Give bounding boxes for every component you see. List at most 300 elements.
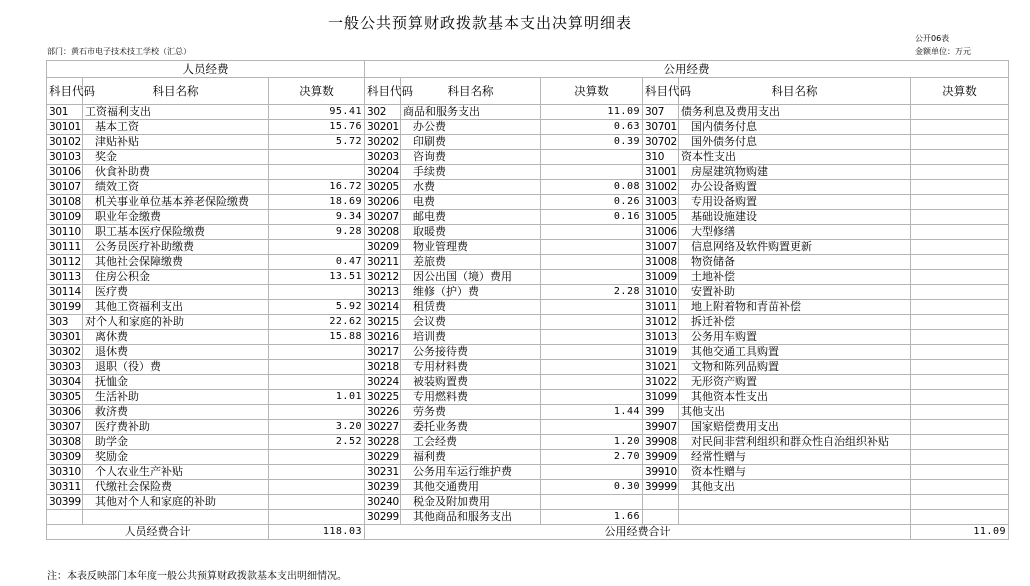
amount-value-3 [911,150,1009,165]
subject-name-3: 国家赔偿费用支出 [679,420,911,435]
amount-value-2 [541,465,643,480]
subject-code-1: 30199 [47,300,83,315]
table-row [47,300,1009,315]
table-row [47,375,1009,390]
expenditure-table [46,60,1009,540]
table-row [47,135,1009,150]
amount-value-2: 1.44 [541,405,643,420]
amount-value-1 [269,150,365,165]
subject-code-2: 30216 [365,330,401,345]
subject-name-3: 资本性支出 [679,150,911,165]
subject-code-2: 30205 [365,180,401,195]
amount-value-1 [269,480,365,495]
table-row [47,150,1009,165]
subject-name-2: 委托业务费 [401,420,541,435]
subject-code-1: 30107 [47,180,83,195]
subject-name-1: 奖励金 [83,450,269,465]
subject-name-2: 福利费 [401,450,541,465]
subject-code-2: 30239 [365,480,401,495]
amount-value-2: 0.63 [541,120,643,135]
subject-code-3: 31019 [643,345,679,360]
subject-name-2: 公务接待费 [401,345,541,360]
subject-code-3: 39910 [643,465,679,480]
subject-code-3: 31005 [643,210,679,225]
subject-name-1: 个人农业生产补贴 [83,465,269,480]
subject-code-3: 310 [643,150,679,165]
subject-name-2: 商品和服务支出 [401,105,541,120]
subject-name-3: 资本性赠与 [679,465,911,480]
subject-name-1: 公务员医疗补助缴费 [83,240,269,255]
personnel-total-value: 118.03 [269,525,365,540]
subject-name-1: 离休费 [83,330,269,345]
subject-name-1: 基本工资 [83,120,269,135]
subject-name-2: 手续费 [401,165,541,180]
header-amount-2: 决算数 [541,78,643,105]
subject-code-3: 39909 [643,450,679,465]
subject-code-1: 30305 [47,390,83,405]
subject-name-2: 咨询费 [401,150,541,165]
subject-code-1: 30103 [47,150,83,165]
table-row [47,465,1009,480]
subject-code-1: 30310 [47,465,83,480]
subject-code-3: 39908 [643,435,679,450]
subject-name-3: 国内债务付息 [679,120,911,135]
subject-code-2: 30225 [365,390,401,405]
public-total-label: 公用经费合计 [365,525,911,540]
subject-code-2: 30228 [365,435,401,450]
subject-name-1: 对个人和家庭的补助 [83,315,269,330]
amount-value-3 [911,180,1009,195]
subject-code-2: 30224 [365,375,401,390]
header-code-3: 科目代码 [643,78,679,105]
amount-value-2 [541,300,643,315]
subject-name-3: 办公设备购置 [679,180,911,195]
amount-value-2 [541,375,643,390]
subject-name-2: 差旅费 [401,255,541,270]
header-amount-1: 决算数 [269,78,365,105]
personnel-total-label: 人员经费合计 [47,525,269,540]
subject-code-2: 30240 [365,495,401,510]
subject-code-3: 31022 [643,375,679,390]
subject-name-3: 基础设施建设 [679,210,911,225]
section-band-row [47,61,1009,78]
subject-code-3 [643,495,679,510]
subject-code-3: 399 [643,405,679,420]
subject-name-3: 其他支出 [679,405,911,420]
public-band: 公用经费 [365,61,1009,78]
subject-name-1: 工资福利支出 [83,105,269,120]
amount-value-1 [269,405,365,420]
amount-value-3 [911,300,1009,315]
subject-name-1: 代缴社会保险费 [83,480,269,495]
subject-name-3: 专用设备购置 [679,195,911,210]
subject-name-2: 会议费 [401,315,541,330]
amount-value-1 [269,360,365,375]
subject-name-2: 印刷费 [401,135,541,150]
table-row [47,180,1009,195]
subject-name-2: 专用材料费 [401,360,541,375]
subject-code-2: 30208 [365,225,401,240]
amount-value-2: 2.70 [541,450,643,465]
subject-name-1: 津贴补贴 [83,135,269,150]
subject-name-3: 拆迁补偿 [679,315,911,330]
amount-value-1: 5.72 [269,135,365,150]
subject-code-2: 30218 [365,360,401,375]
subject-name-2: 取暖费 [401,225,541,240]
table-row [47,105,1009,120]
subject-code-1: 30303 [47,360,83,375]
subject-code-3: 30702 [643,135,679,150]
subject-name-2: 维修（护）费 [401,285,541,300]
subject-code-3: 31021 [643,360,679,375]
subject-name-2: 专用燃料费 [401,390,541,405]
amount-value-3 [911,240,1009,255]
subject-code-1: 30302 [47,345,83,360]
subject-name-2: 邮电费 [401,210,541,225]
amount-value-2 [541,360,643,375]
subject-code-3 [643,510,679,525]
subject-code-2: 30231 [365,465,401,480]
subject-name-3: 安置补助 [679,285,911,300]
subject-name-1: 助学金 [83,435,269,450]
subject-code-1: 30112 [47,255,83,270]
amount-value-2: 11.09 [541,105,643,120]
amount-value-1: 95.41 [269,105,365,120]
amount-value-1: 5.92 [269,300,365,315]
amount-value-3 [911,345,1009,360]
table-row [47,225,1009,240]
amount-value-3 [911,105,1009,120]
amount-value-2 [541,225,643,240]
subject-code-2: 30201 [365,120,401,135]
table-row [47,315,1009,330]
subject-name-3 [679,510,911,525]
amount-value-1 [269,285,365,300]
amount-value-1: 13.51 [269,270,365,285]
table-row [47,195,1009,210]
subject-code-3: 31006 [643,225,679,240]
subject-code-1: 30101 [47,120,83,135]
amount-value-3 [911,195,1009,210]
subject-code-1: 30301 [47,330,83,345]
amount-value-2: 1.66 [541,510,643,525]
subject-code-2: 30214 [365,300,401,315]
table-row [47,510,1009,525]
amount-value-2 [541,240,643,255]
amount-value-1: 0.47 [269,255,365,270]
table-row [47,165,1009,180]
table-row [47,270,1009,285]
subject-code-2: 30209 [365,240,401,255]
amount-value-3 [911,375,1009,390]
amount-value-1 [269,510,365,525]
subject-name-3: 经常性赠与 [679,450,911,465]
subject-name-3: 无形资产购置 [679,375,911,390]
amount-value-3 [911,450,1009,465]
subject-code-2: 30203 [365,150,401,165]
subject-name-2: 培训费 [401,330,541,345]
subject-code-1: 30106 [47,165,83,180]
subject-code-3: 31009 [643,270,679,285]
subject-code-3: 31012 [643,315,679,330]
subject-name-1: 住房公积金 [83,270,269,285]
subject-code-2: 30206 [365,195,401,210]
table-code: 公开06表 [915,34,950,43]
subject-name-3: 债务利息及费用支出 [679,105,911,120]
table-row [47,210,1009,225]
subject-name-1: 医疗费 [83,285,269,300]
subject-code-2: 30215 [365,315,401,330]
subject-code-1: 30109 [47,210,83,225]
amount-value-2: 1.20 [541,435,643,450]
subject-code-3: 31008 [643,255,679,270]
header-code-2: 科目代码 [365,78,401,105]
subject-name-3: 物资储备 [679,255,911,270]
table-row [47,120,1009,135]
subject-name-2: 税金及附加费用 [401,495,541,510]
subject-code-1: 30306 [47,405,83,420]
amount-value-3 [911,495,1009,510]
subject-code-2: 30227 [365,420,401,435]
subject-code-1: 30111 [47,240,83,255]
subject-name-3 [679,495,911,510]
amount-value-2 [541,420,643,435]
subject-code-3: 31002 [643,180,679,195]
amount-value-2: 0.30 [541,480,643,495]
subject-code-1: 30113 [47,270,83,285]
amount-value-3 [911,165,1009,180]
subject-name-1: 其他对个人和家庭的补助 [83,495,269,510]
amount-value-2: 2.28 [541,285,643,300]
amount-value-3 [911,285,1009,300]
amount-value-3 [911,135,1009,150]
column-header-row [47,78,1009,105]
subject-name-3: 对民间非营利组织和群众性自治组织补贴 [679,435,911,450]
table-row [47,495,1009,510]
footnote: 注：本表反映部门本年度一般公共预算财政拨款基本支出明细情况。 [47,571,347,582]
subject-name-3: 其他支出 [679,480,911,495]
table-row [47,285,1009,300]
amount-value-2 [541,315,643,330]
subject-name-3: 其他交通工具购置 [679,345,911,360]
table-row [47,360,1009,375]
table-row [47,240,1009,255]
amount-value-1 [269,450,365,465]
subject-code-1 [47,510,83,525]
subject-code-1: 301 [47,105,83,120]
subject-name-3: 文物和陈列品购置 [679,360,911,375]
subject-name-1: 救济费 [83,405,269,420]
department-label: 部门：黄石市电子技术技工学校（汇总） [47,47,191,56]
subject-code-1: 30309 [47,450,83,465]
subject-name-1: 机关事业单位基本养老保险缴费 [83,195,269,210]
amount-value-3 [911,480,1009,495]
subject-code-1: 30311 [47,480,83,495]
amount-value-1 [269,375,365,390]
amount-value-1: 15.76 [269,120,365,135]
subject-code-3: 31011 [643,300,679,315]
subject-name-1: 其他工资福利支出 [83,300,269,315]
subject-name-3: 其他资本性支出 [679,390,911,405]
subject-name-3: 地上附着物和青苗补偿 [679,300,911,315]
amount-value-3 [911,390,1009,405]
amount-value-3 [911,255,1009,270]
subject-name-2: 办公费 [401,120,541,135]
subject-code-1: 30110 [47,225,83,240]
subject-name-2: 水费 [401,180,541,195]
amount-value-2: 0.16 [541,210,643,225]
subject-code-2: 30229 [365,450,401,465]
amount-value-3 [911,405,1009,420]
subject-name-2: 物业管理费 [401,240,541,255]
table-row [47,390,1009,405]
amount-value-1 [269,465,365,480]
subject-code-1: 30399 [47,495,83,510]
subject-code-2: 30212 [365,270,401,285]
amount-value-2 [541,330,643,345]
amount-value-1: 2.52 [269,435,365,450]
subject-name-2: 其他商品和服务支出 [401,510,541,525]
subject-code-2: 30213 [365,285,401,300]
subject-code-2: 30217 [365,345,401,360]
subject-name-1: 绩效工资 [83,180,269,195]
subject-code-1: 30308 [47,435,83,450]
subject-name-1: 医疗费补助 [83,420,269,435]
subject-code-2: 30299 [365,510,401,525]
subject-name-3: 大型修缮 [679,225,911,240]
subject-name-3: 国外债务付息 [679,135,911,150]
subject-code-3: 31007 [643,240,679,255]
amount-value-3 [911,360,1009,375]
header-name-3: 科目名称 [679,78,911,105]
subject-code-2: 302 [365,105,401,120]
amount-value-3 [911,270,1009,285]
subject-name-1: 退职（役）费 [83,360,269,375]
subject-name-1: 奖金 [83,150,269,165]
amount-value-3 [911,510,1009,525]
amount-value-2: 0.39 [541,135,643,150]
subject-code-1: 30108 [47,195,83,210]
amount-value-1: 15.88 [269,330,365,345]
amount-value-1 [269,495,365,510]
amount-value-3 [911,210,1009,225]
subject-name-1: 其他社会保障缴费 [83,255,269,270]
subject-name-1: 抚恤金 [83,375,269,390]
amount-value-2 [541,270,643,285]
subject-name-1: 伙食补助费 [83,165,269,180]
subject-name-3: 信息网络及软件购置更新 [679,240,911,255]
table-row [47,405,1009,420]
subject-name-3: 土地补偿 [679,270,911,285]
amount-value-3 [911,330,1009,345]
amount-value-2 [541,165,643,180]
subject-code-3: 30701 [643,120,679,135]
table-row [47,330,1009,345]
table-row [47,435,1009,450]
subject-code-2: 30211 [365,255,401,270]
amount-value-3 [911,465,1009,480]
amount-value-3 [911,225,1009,240]
subject-name-2: 租赁费 [401,300,541,315]
header-name-2: 科目名称 [401,78,541,105]
subject-code-1: 30304 [47,375,83,390]
public-total-value: 11.09 [911,525,1009,540]
table-row [47,450,1009,465]
subject-name-2: 因公出国（境）费用 [401,270,541,285]
amount-value-3 [911,315,1009,330]
subject-code-3: 39907 [643,420,679,435]
amount-value-2 [541,390,643,405]
table-row [47,420,1009,435]
subject-code-3: 31013 [643,330,679,345]
amount-value-3 [911,420,1009,435]
subject-name-1 [83,510,269,525]
subject-code-3: 39999 [643,480,679,495]
totals-row [47,525,1009,540]
amount-value-3 [911,435,1009,450]
subject-code-3: 31001 [643,165,679,180]
table-row [47,345,1009,360]
subject-name-1: 退休费 [83,345,269,360]
subject-name-2: 被装购置费 [401,375,541,390]
subject-code-3: 31099 [643,390,679,405]
subject-code-2: 30202 [365,135,401,150]
header-name-1: 科目名称 [83,78,269,105]
amount-value-2 [541,345,643,360]
amount-value-2: 0.08 [541,180,643,195]
amount-value-1: 22.62 [269,315,365,330]
amount-unit: 金额单位：万元 [915,47,971,56]
subject-code-2: 30204 [365,165,401,180]
subject-name-3: 房屋建筑物购建 [679,165,911,180]
amount-value-1 [269,345,365,360]
amount-value-2: 0.26 [541,195,643,210]
amount-value-3 [911,120,1009,135]
subject-name-2: 电费 [401,195,541,210]
table-row [47,255,1009,270]
subject-code-3: 31003 [643,195,679,210]
subject-name-2: 其他交通费用 [401,480,541,495]
amount-value-1: 9.34 [269,210,365,225]
subject-name-2: 工会经费 [401,435,541,450]
amount-value-1: 18.69 [269,195,365,210]
amount-value-1 [269,240,365,255]
amount-value-1: 3.20 [269,420,365,435]
subject-code-3: 31010 [643,285,679,300]
subject-name-2: 劳务费 [401,405,541,420]
amount-value-2 [541,495,643,510]
subject-name-1: 职业年金缴费 [83,210,269,225]
personnel-band: 人员经费 [47,61,365,78]
subject-name-1: 职工基本医疗保险缴费 [83,225,269,240]
amount-value-2 [541,150,643,165]
subject-code-1: 30307 [47,420,83,435]
subject-code-2: 30226 [365,405,401,420]
subject-code-1: 30102 [47,135,83,150]
table-row [47,480,1009,495]
report-title: 一般公共预算财政拨款基本支出决算明细表 [327,14,632,32]
subject-code-3: 307 [643,105,679,120]
subject-code-1: 30114 [47,285,83,300]
amount-value-2 [541,255,643,270]
amount-value-1 [269,165,365,180]
header-code-1: 科目代码 [47,78,83,105]
subject-code-1: 303 [47,315,83,330]
amount-value-1: 1.01 [269,390,365,405]
amount-value-1: 9.28 [269,225,365,240]
amount-value-1: 16.72 [269,180,365,195]
subject-name-3: 公务用车购置 [679,330,911,345]
